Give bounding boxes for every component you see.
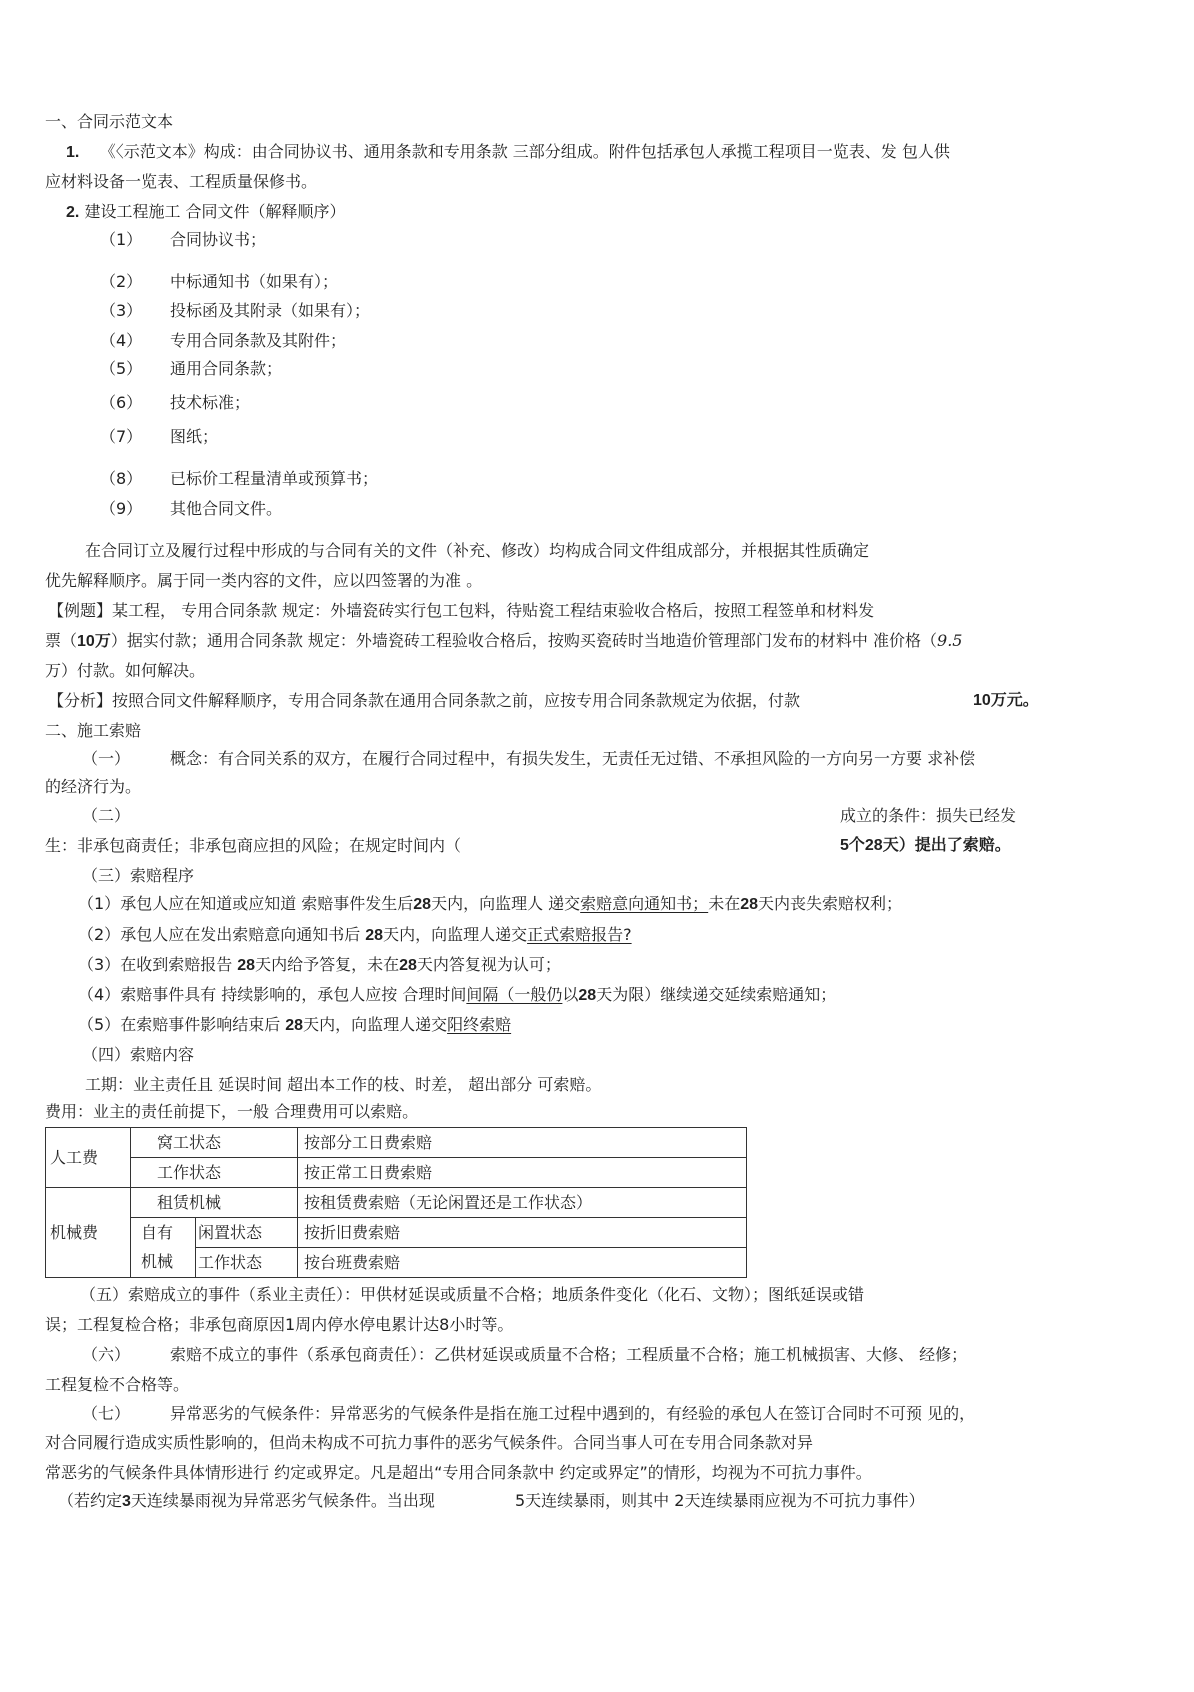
cost-claim: 费用：业主的责任前提下，一般 合理费用可以索赔。	[45, 1102, 419, 1121]
num: （3）	[78, 955, 121, 974]
text: 天内，向监理人递交	[383, 925, 528, 944]
example-cont: 万）付款。如何解决。	[45, 661, 206, 680]
num: （9）	[100, 499, 143, 518]
underlined-text: 间隔（一般仍	[466, 985, 563, 1004]
order-item	[100, 427, 219, 447]
text: 在索赔事件影响结束后	[120, 1015, 286, 1034]
order-item	[100, 331, 347, 351]
text: ）据实付款；通用合同条款 规定：外墙瓷砖工程验收合格后，按购买瓷砖时当地造价管理部门发布的材料中 准价格（	[110, 631, 938, 650]
cell-labor-work: 工作状态	[131, 1158, 298, 1188]
num: （5）	[78, 1015, 121, 1034]
text: 天内，向监理人 递交	[431, 894, 581, 913]
procedure-step	[78, 985, 836, 1006]
num: （2）	[100, 272, 143, 291]
text: 中标通知书（如果有）；	[170, 272, 339, 291]
text: 以	[562, 985, 579, 1004]
item-num: 1.	[66, 144, 80, 161]
concept-cont: 的经济行为。	[45, 777, 142, 796]
num: 28	[285, 1017, 304, 1034]
num: （7）	[100, 427, 143, 446]
cell-machinery: 机械费	[46, 1188, 131, 1278]
para-2	[66, 202, 346, 223]
text: 图纸；	[170, 427, 219, 446]
order-item	[100, 469, 379, 489]
text: 承包人应在知道或应知道 索赔事件发生后	[120, 894, 414, 913]
order-item	[100, 230, 267, 250]
text: 合同协议书；	[170, 230, 267, 249]
order-item	[100, 499, 283, 519]
num: （2）	[78, 925, 121, 944]
analysis: 【分析】按照合同文件解释顺序，专用合同条款在通用合同条款之前，应按专用合同条款规定为依据，付款	[48, 691, 801, 710]
procedure-title: （三）索赔程序	[82, 866, 195, 885]
para-1	[66, 142, 950, 163]
num: 28	[578, 987, 597, 1004]
num: （3）	[100, 301, 143, 320]
weather-cont: 对合同履行造成实质性影响的，但尚未构成不可抗力事件的恶劣气候条件。合同当事人可在专用合同条款对异	[45, 1433, 814, 1452]
procedure-step	[78, 894, 902, 915]
conditions-num: （二）	[82, 806, 131, 825]
cell-own-work: 工作状态	[196, 1248, 298, 1278]
table-row	[46, 1188, 747, 1218]
text: （若约定	[58, 1491, 123, 1510]
num: （1）	[100, 230, 143, 249]
item-num: 2.	[66, 204, 80, 221]
underlined-text: 索赔意向通知书；	[580, 894, 709, 913]
invalid-events: 索赔不成立的事件（系承包商责任）：乙供材延误或质量不合格；工程质量不合格；施工机械损害、大修、 经修；	[170, 1345, 968, 1364]
duration-claim: 工期：业主责任且 延误时间 超出本工作的枝、时差， 超出部分 可索赔。	[85, 1075, 602, 1094]
weather-cont: 常恶劣的气候条件具体情形进行 约定或界定。凡是超出“专用合同条款中 约定或界定”的情形，均视为不可抗力事件。	[45, 1463, 872, 1482]
cell-own-idle-value: 按折旧费索赔	[298, 1218, 747, 1248]
cell-own-a: 自有	[131, 1218, 196, 1248]
paragraph: 在合同订立及履行过程中形成的与合同有关的文件（补充、修改）均构成合同文件组成部分，并根据其性质确定	[85, 541, 870, 560]
conditions: 成立的条件：损失已经发	[840, 806, 1017, 825]
cell-labor-idle-value: 按部分工日费索赔	[298, 1128, 747, 1158]
underlined-text: 正式索赔报告?	[527, 925, 632, 944]
num: （1）	[78, 894, 121, 913]
valid-events-cont: 误；工程复检合格；非承包商原因1周内停水停电累计达8小时等。	[45, 1315, 514, 1334]
num: （5）	[100, 359, 143, 378]
text: 天为限）继续递交延续索赔通知；	[596, 985, 837, 1004]
para-1-cont: 应材料设备一览表、工程质量保修书。	[45, 172, 318, 191]
concept-num: （一）	[82, 749, 131, 768]
num: 28	[413, 896, 432, 913]
weather-example-end: 5天连续暴雨，则其中 2天连续暴雨应视为不可抗力事件）	[515, 1491, 925, 1510]
num: 28	[399, 957, 417, 974]
table-row	[46, 1218, 747, 1248]
table-row	[46, 1158, 747, 1188]
num: （6）	[100, 393, 143, 412]
underlined-text: 阳终索赔	[447, 1015, 512, 1034]
order-item	[100, 301, 371, 321]
procedure-step	[78, 955, 561, 976]
amount: 10万	[77, 633, 111, 650]
section-2-title: 二、施工索赔	[45, 721, 142, 740]
order-item	[100, 393, 251, 413]
text: 未在	[708, 894, 741, 913]
cell-labor-idle: 窝工状态	[131, 1128, 298, 1158]
amount: 9.5	[937, 631, 963, 650]
num: 28	[365, 927, 384, 944]
cell-own-b: 机械	[131, 1248, 196, 1278]
order-item	[100, 272, 339, 292]
text: 通用合同条款；	[170, 359, 283, 378]
cell-own-work-value: 按台班费索赔	[298, 1248, 747, 1278]
cell-rent: 租赁机械	[131, 1188, 298, 1218]
num: 28	[740, 896, 758, 913]
text: 在收到索赔报告	[120, 955, 238, 974]
text: 天内给予答复，未在	[255, 955, 400, 974]
text: 已标价工程量清单或预算书；	[170, 469, 379, 488]
text: 天内答复视为认可；	[416, 955, 561, 974]
table-row	[46, 1248, 747, 1278]
paragraph-cont: 优先解释顺序。属于同一类内容的文件，应以四签署的为准 。	[45, 571, 483, 590]
example: 【例题】某工程， 专用合同条款 规定：外墙瓷砖实行包工包料，待贴瓷工程结束验收合格后，按照工程签单和材料发	[48, 601, 875, 620]
text: 天内丧失索赔权利；	[758, 894, 903, 913]
conditions-end: 5个28天）提出了索赔。	[840, 837, 1011, 854]
table-row	[46, 1128, 747, 1158]
text: 天连续暴雨视为异常恶劣气候条件。当出现	[130, 1491, 435, 1510]
text: 《〈示范文本》构成：由合同协议书、通用条款和专用条款 三部分组成。附件包括承包人承揽工程项目一览表、发 包人供	[99, 142, 950, 161]
text: 投标函及其附录（如果有）；	[170, 301, 371, 320]
invalid-events-num: （六）	[82, 1345, 131, 1364]
num: 3	[122, 1493, 131, 1510]
text: 其他合同文件。	[170, 499, 283, 518]
procedure-step	[78, 925, 632, 946]
conditions-cont: 生：非承包商责任；非承包商应担的风险；在规定时间内（	[45, 836, 462, 855]
num: （4）	[100, 331, 143, 350]
cell-labor-work-value: 按正常工日费索赔	[298, 1158, 747, 1188]
cell-rent-value: 按租赁费索赔（无论闲置还是工作状态）	[298, 1188, 747, 1218]
num: 28	[237, 957, 256, 974]
content-title: （四）索赔内容	[82, 1045, 195, 1064]
valid-events: （五）索赔成立的事件（系业主责任）：甲供材延误或质量不合格；地质条件变化（化石、文物）；图纸延误或错	[80, 1285, 865, 1304]
num: （8）	[100, 469, 143, 488]
weather-example	[58, 1491, 435, 1512]
text: 索赔事件具有 持续影响的，承包人应按 合理时间	[120, 985, 467, 1004]
section-1-title: 一、合同示范文本	[45, 112, 174, 131]
invalid-events-cont: 工程复检不合格等。	[45, 1375, 190, 1394]
text: 天内，向监理人递交	[303, 1015, 448, 1034]
cost-claim-table	[45, 1127, 747, 1278]
concept: 概念：有合同关系的双方，在履行合同过程中，有损失发生，无责任无过错、不承担风险的一方向另一方要 求补偿	[170, 749, 976, 768]
cell-labor: 人工费	[46, 1128, 131, 1188]
weather-num: （七）	[82, 1404, 131, 1423]
text: 承包人应在发出索赔意向通知书后	[120, 925, 366, 944]
text: 技术标准；	[170, 393, 251, 412]
text: 专用合同条款及其附件；	[170, 331, 347, 350]
text: 票（	[45, 631, 78, 650]
num: （4）	[78, 985, 121, 1004]
cell-own-idle: 闲置状态	[196, 1218, 298, 1248]
weather: 异常恶劣的气候条件：异常恶劣的气候条件是指在施工过程中遇到的，有经验的承包人在签订合同时不可预 见的，	[170, 1404, 976, 1423]
example-cont	[45, 631, 962, 652]
order-item	[100, 359, 283, 379]
text: 建设工程施工 合同文件（解释顺序）	[84, 202, 346, 221]
analysis-amount: 10万元。	[973, 692, 1039, 709]
procedure-step	[78, 1015, 511, 1036]
